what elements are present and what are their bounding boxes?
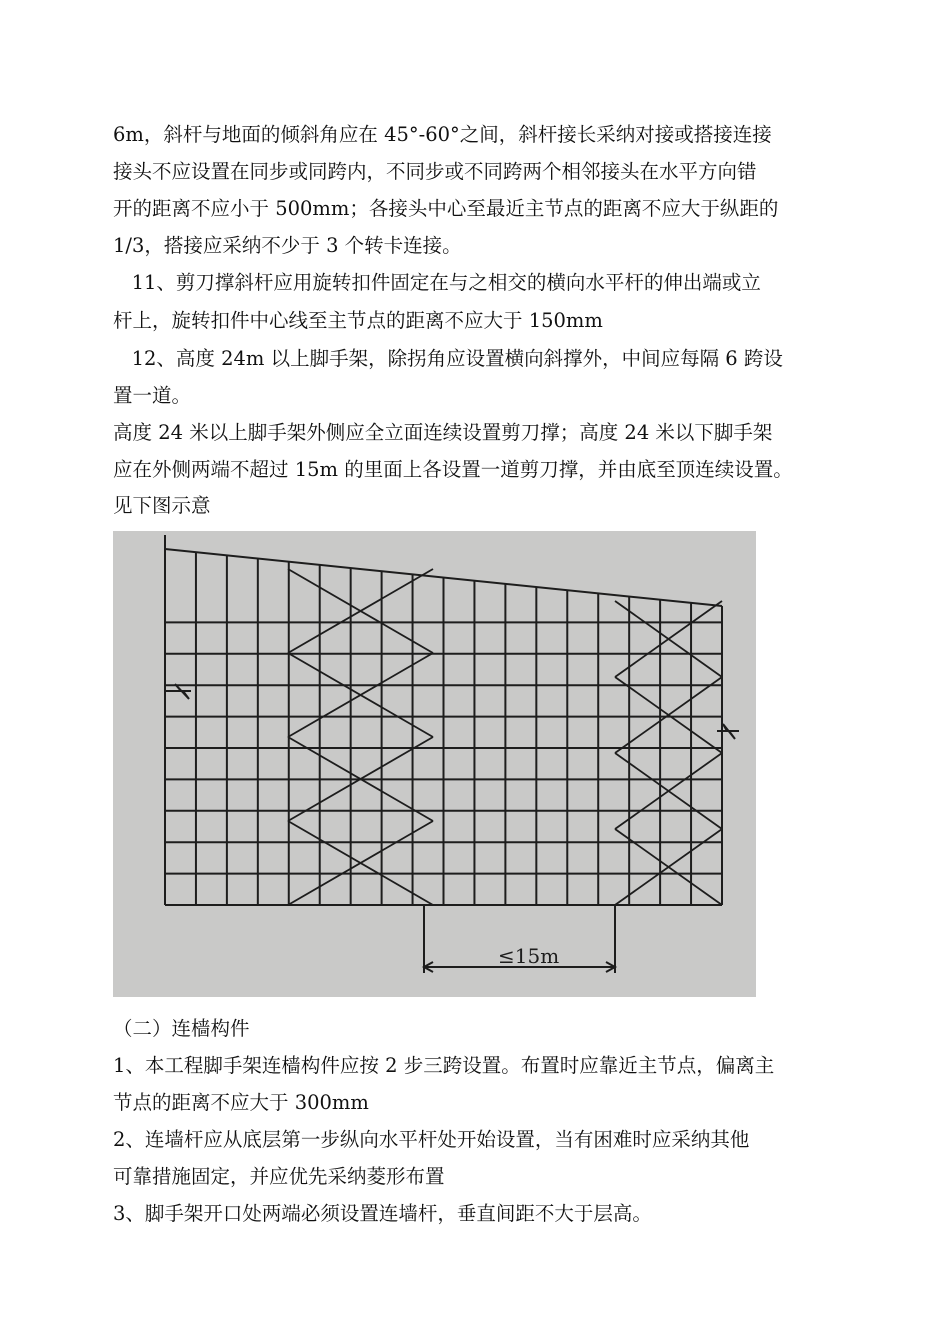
text-line: 1、本工程脚手架连樯构件应按 2 步三跨设置。布置时应靠近主节点，偏离主 xyxy=(113,1054,775,1077)
text-line: 开的距离不应小于 500mm；各接头中心至最近主节点的距离不应大于纵距的 xyxy=(113,197,779,220)
text-line: 见下图示意 xyxy=(113,494,211,517)
text-line: 11、剪刀撑斜杆应用旋转扣件固定在与之相交的横向水平杆的伸出端或立 xyxy=(113,271,761,294)
text-line: 置一道。 xyxy=(113,384,192,407)
dimension-label: ≤15m xyxy=(498,944,560,968)
text-line: 1/3，搭接应采纳不少于 3 个转卡连接。 xyxy=(113,234,462,257)
text-line: 6m，斜杆与地面的倾斜角应在 45°-60°之间，斜杆接长采纳对接或搭接连接 xyxy=(113,123,772,146)
break-mark-left xyxy=(165,684,191,699)
text-line: 应在外侧两端不超过 15m 的里面上各设置一道剪刀撑，并由底至顶连续设置。 xyxy=(113,458,793,481)
text-line: 节点的距离不应大于 300mm xyxy=(113,1091,369,1114)
text-line: 接头不应设置在同步或同跨内，不同步或不同跨两个相邻接头在水平方向错 xyxy=(113,160,757,183)
text-line: 杆上，旋转扣件中心线至主节点的距离不应大于 150mm xyxy=(113,309,603,332)
scaffold-grid xyxy=(165,535,722,905)
text-line: 2、连墙杆应从底层第一步纵向水平杆处开始设置，当有困难时应采纳其他 xyxy=(113,1128,750,1151)
break-mark-right xyxy=(717,724,739,739)
scaffold-diagram-svg xyxy=(113,531,756,997)
text-line: 高度 24 米以上脚手架外侧应全立面连续设置剪刀撑；高度 24 米以下脚手架 xyxy=(113,421,773,444)
scaffold-diagram xyxy=(113,531,756,997)
text-line: 3、脚手架开口处两端必须设置连墙杆，垂直间距不大于层高。 xyxy=(113,1202,652,1225)
break-marks xyxy=(165,684,739,739)
text-line: 可靠措施固定，并应优先采纳菱形布置 xyxy=(113,1165,445,1188)
section-heading: （二）连樯构件 xyxy=(113,1017,250,1040)
text-line: 12、高度 24m 以上脚手架，除拐角应设置横向斜撑外，中间应每隔 6 跨设 xyxy=(113,347,783,370)
